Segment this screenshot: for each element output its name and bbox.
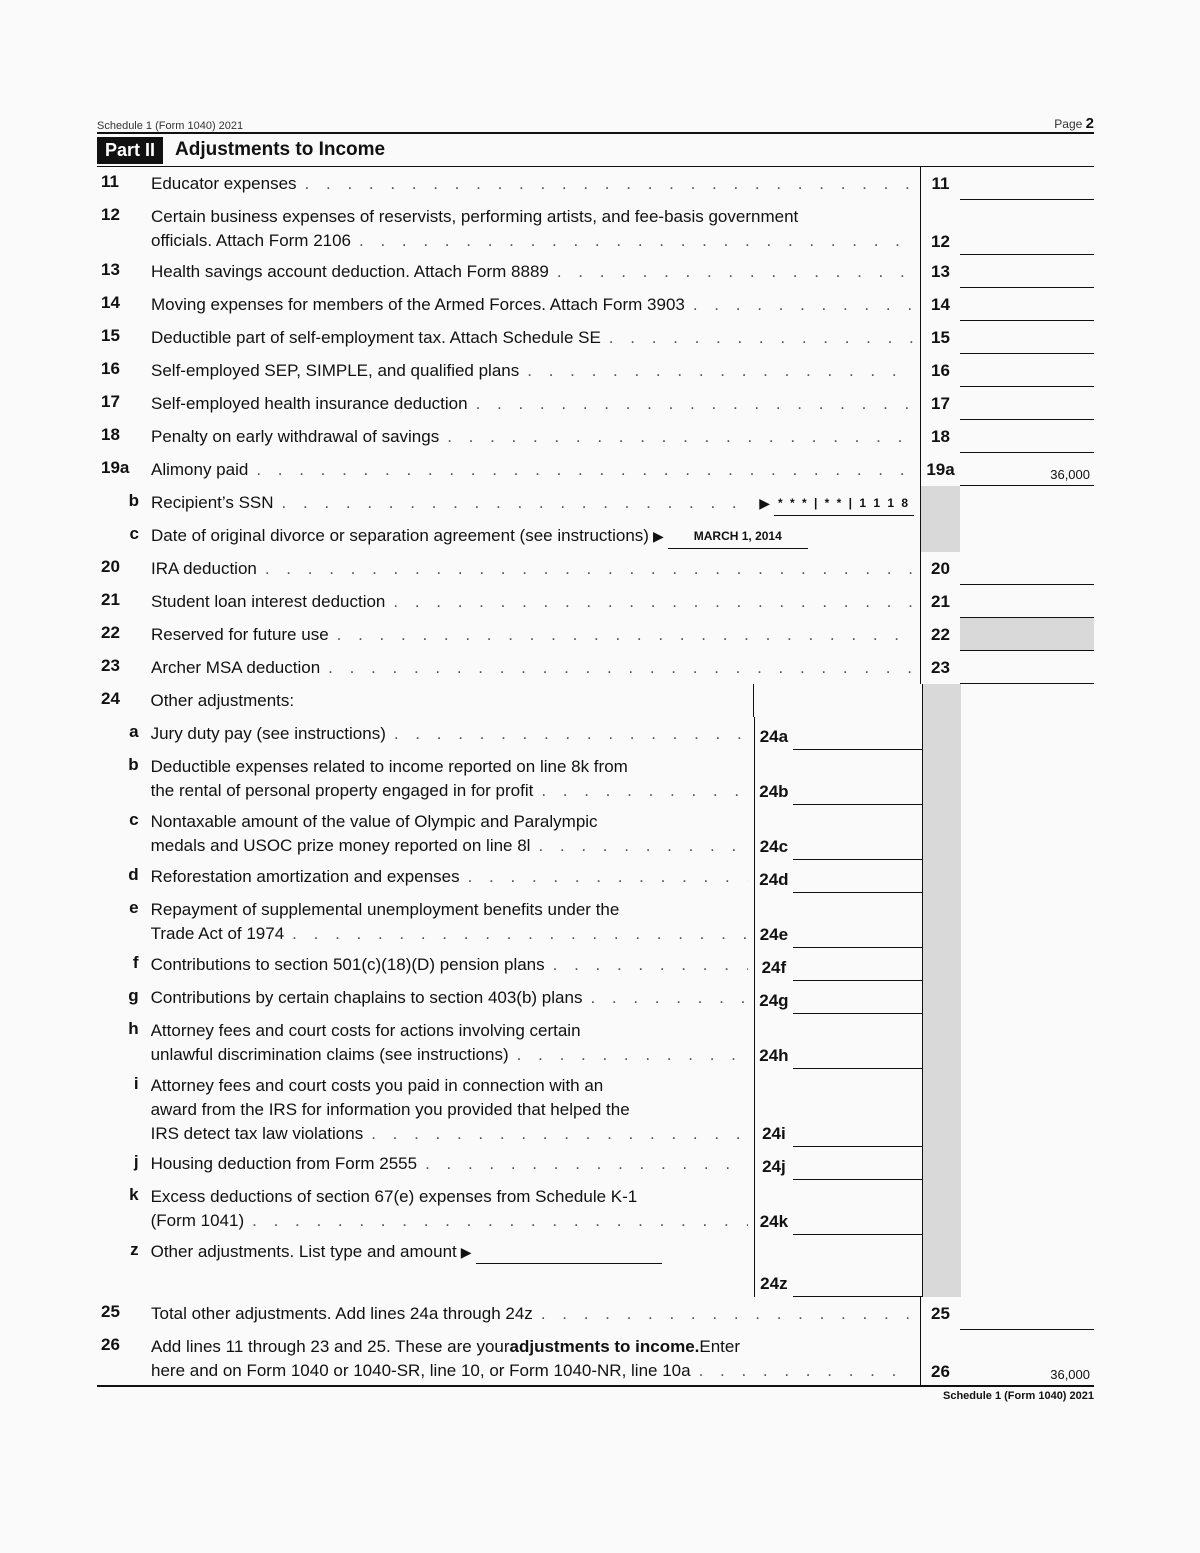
shaded-box	[922, 1235, 962, 1297]
shaded-box	[922, 1069, 962, 1147]
shaded-box	[922, 805, 962, 860]
line-description: Self-employed SEP, SIMPLE, and qualified plans . . .	[151, 354, 920, 387]
shaded-box	[920, 486, 960, 519]
line-24h	[97, 1014, 1094, 1069]
line-23	[97, 651, 1094, 684]
line-description: Archer MSA deduction . . .	[151, 651, 920, 684]
line-24k	[97, 1180, 1094, 1235]
line-description: Reforestation amortization and expenses . . .	[151, 860, 754, 893]
amount-field[interactable]	[960, 255, 1094, 288]
line-number: i	[133, 1074, 139, 1093]
line-number: c	[129, 810, 139, 829]
line-box-label: 24i	[754, 1069, 794, 1147]
amount-field[interactable]	[793, 1147, 922, 1180]
line-24g	[97, 981, 1094, 1014]
line-description: Alimony paid . . .	[151, 453, 920, 486]
line-description: Contributions to section 501(c)(18)(D) pension plans . . .	[151, 948, 754, 981]
line-number: 25	[101, 1302, 120, 1321]
line-description: Attorney fees and court costs for actions involving certain unlawful discrimination claims (see instructions) . . .	[151, 1014, 754, 1069]
line-description: Total other adjustments. Add lines 24a through 24z . . .	[151, 1297, 920, 1330]
dot-leader	[609, 326, 914, 350]
shaded-box	[922, 948, 962, 981]
dot-leader	[553, 953, 748, 977]
line-24d	[97, 860, 1094, 893]
line-16	[97, 354, 1094, 387]
dot-leader	[538, 834, 747, 858]
line-19c	[97, 519, 1094, 552]
line-14	[97, 288, 1094, 321]
line-number: 23	[101, 656, 120, 675]
line-number: c	[129, 524, 139, 543]
line-number: k	[129, 1185, 139, 1204]
line-25	[97, 1297, 1094, 1330]
line-box-label: 25	[920, 1297, 960, 1330]
line-24j	[97, 1147, 1094, 1180]
line-box-label: 21	[920, 585, 960, 618]
amount-field[interactable]	[960, 1297, 1094, 1330]
line-description: Health savings account deduction. Attach Form 8889 . . .	[151, 255, 920, 288]
dot-leader	[541, 1302, 914, 1326]
line-box-label: 24b	[754, 750, 794, 805]
line-24a	[97, 717, 1094, 750]
line-22	[97, 618, 1094, 651]
line-24f	[97, 948, 1094, 981]
amount-field[interactable]	[960, 651, 1094, 684]
line-26	[97, 1330, 1094, 1385]
line-box-label: 15	[920, 321, 960, 354]
amount-field[interactable]	[793, 860, 922, 893]
line-number: 20	[101, 557, 120, 576]
line-number: e	[129, 898, 139, 917]
line-number: f	[132, 953, 139, 972]
line-number: 26	[101, 1335, 120, 1354]
line-17	[97, 387, 1094, 420]
line-box-label: 24z	[754, 1235, 794, 1297]
line-number: h	[128, 1019, 139, 1038]
line-box-label: 23	[920, 651, 960, 684]
form-reference: Schedule 1 (Form 1040) 2021	[97, 120, 244, 132]
line-box-label: 24h	[754, 1014, 794, 1069]
page-header	[97, 108, 1094, 134]
dot-leader	[699, 1359, 914, 1383]
line-box-label: 24e	[754, 893, 794, 948]
line-19a	[97, 453, 1094, 486]
amount-field[interactable]	[793, 717, 922, 750]
line-description: Deductible expenses related to income reported on line 8k from the rental of personal property engaged in for profit . . .	[151, 750, 754, 805]
line-box-label: 22	[920, 618, 960, 651]
line-box-label: 24a	[754, 717, 794, 750]
line-description: Moving expenses for members of the Armed Forces. Attach Form 3903 . . .	[151, 288, 920, 321]
amount-field[interactable]	[960, 354, 1094, 387]
amount-field[interactable]	[793, 1014, 922, 1069]
line-description: Other adjustments. List type and amount ▶	[151, 1235, 754, 1297]
divorce-date-field[interactable]: MARCH 1, 2014	[668, 524, 808, 549]
line-24e	[97, 893, 1094, 948]
amount-field	[960, 618, 1094, 651]
line-description: Jury duty pay (see instructions) . . .	[151, 717, 754, 750]
amount-field[interactable]	[793, 1235, 922, 1297]
amount-field[interactable]	[960, 167, 1094, 200]
shaded-box	[922, 717, 962, 750]
dot-leader	[252, 1209, 747, 1233]
amount-field[interactable]	[960, 321, 1094, 354]
line-description: Reserved for future use . . .	[151, 618, 920, 651]
amount-field[interactable]	[793, 1180, 922, 1235]
line-description: IRA deduction . . .	[151, 552, 920, 585]
line-number: 17	[101, 392, 120, 411]
shaded-box	[922, 860, 962, 893]
shaded-box	[922, 893, 962, 948]
line-description: Educator expenses . . .	[151, 167, 920, 200]
line-description: Housing deduction from Form 2555 . . .	[151, 1147, 754, 1180]
dot-leader	[468, 865, 748, 889]
dot-leader	[425, 1152, 748, 1176]
line-number: d	[128, 865, 139, 884]
dot-leader	[394, 722, 748, 746]
line-24	[97, 684, 1094, 717]
dot-leader	[359, 229, 914, 253]
line-description: Repayment of supplemental unemployment benefits under the Trade Act of 1974 . . .	[151, 893, 754, 948]
dot-leader	[541, 779, 747, 803]
dot-leader	[292, 922, 747, 946]
amount-field[interactable]	[793, 1069, 922, 1147]
line-24z	[97, 1235, 1094, 1297]
line-number: 21	[101, 590, 120, 609]
amount-field[interactable]	[960, 552, 1094, 585]
line-box-label: 24k	[754, 1180, 794, 1235]
dot-leader	[517, 1043, 748, 1067]
line-number: b	[128, 755, 139, 774]
line-number: b	[128, 491, 139, 510]
shaded-box	[922, 981, 962, 1014]
line-number: 15	[101, 326, 120, 345]
dot-leader	[557, 260, 914, 284]
line-11	[97, 167, 1094, 200]
dot-leader	[393, 590, 914, 614]
line-description: Other adjustments:	[150, 691, 295, 710]
dot-leader	[265, 557, 914, 581]
amount-field[interactable]	[793, 805, 922, 860]
shaded-box	[922, 1014, 962, 1069]
part-tag: Part II	[97, 137, 163, 164]
amount-field[interactable]	[793, 893, 922, 948]
dot-leader	[693, 293, 914, 317]
dot-leader	[590, 986, 747, 1010]
dot-leader	[476, 392, 914, 416]
line-15	[97, 321, 1094, 354]
line-description: Penalty on early withdrawal of savings . . .	[151, 420, 920, 453]
line-description: Excess deductions of section 67(e) expenses from Schedule K-1 (Form 1041) . . .	[151, 1180, 754, 1235]
line-21	[97, 585, 1094, 618]
line-box-label: 14	[920, 288, 960, 321]
amount-field[interactable]	[960, 200, 1094, 255]
line-box-label: 12	[920, 200, 960, 255]
line-box-label: 17	[920, 387, 960, 420]
line-box-label: 24d	[754, 860, 794, 893]
line-24i	[97, 1069, 1094, 1147]
line-20	[97, 552, 1094, 585]
amount-field[interactable]	[960, 387, 1094, 420]
line-number: 14	[101, 293, 120, 312]
shaded-box	[922, 1180, 962, 1235]
line-description: Add lines 11 through 23 and 25. These are your adjustments to income. Enter here and on Form 1040 or 1040-SR, line 10, or Form 1040-NR, line 10a . . .	[151, 1330, 920, 1385]
line-number: 12	[101, 205, 120, 224]
line-12	[97, 200, 1094, 255]
line-box-label: 24c	[754, 805, 794, 860]
line-box-label: 18	[920, 420, 960, 453]
line-description: Attorney fees and court costs you paid in connection with an award from the IRS for information you provided that helped the IRS detect tax law violations . . .	[151, 1069, 754, 1147]
line-box-label: 20	[920, 552, 960, 585]
total-adjustments-amount[interactable]: 36,000	[1050, 1367, 1090, 1382]
page-footer: Schedule 1 (Form 1040) 2021	[97, 1385, 1094, 1402]
dot-leader	[371, 1122, 747, 1146]
line-box-label: 24f	[754, 948, 794, 981]
dot-leader	[256, 458, 914, 482]
amount-field[interactable]	[960, 420, 1094, 453]
line-box-label: 16	[920, 354, 960, 387]
line-number: g	[128, 986, 139, 1005]
line-number: 11	[101, 172, 119, 191]
line-description: Self-employed health insurance deduction . . .	[151, 387, 920, 420]
shaded-box	[922, 684, 962, 717]
line-box-label: 13	[920, 255, 960, 288]
alimony-amount[interactable]: 36,000	[960, 453, 1094, 486]
form-page	[97, 108, 1094, 1402]
other-adjustments-input[interactable]	[476, 1240, 662, 1264]
line-24c	[97, 805, 1094, 860]
amount-field[interactable]	[793, 750, 922, 805]
line-13	[97, 255, 1094, 288]
line-number: 18	[101, 425, 120, 444]
part-heading	[97, 134, 1094, 167]
line-box-label: 24g	[754, 981, 794, 1014]
dot-leader	[282, 491, 756, 516]
amount-field[interactable]	[793, 948, 922, 981]
line-19b	[97, 486, 1094, 519]
amount-field[interactable]	[960, 585, 1094, 618]
line-description: Certain business expenses of reservists, performing artists, and fee-basis government officials. Attach Form 2106 . . .	[151, 200, 920, 255]
dot-leader	[305, 172, 914, 196]
line-number: z	[130, 1240, 139, 1259]
line-number: 13	[101, 260, 120, 279]
line-number: 19a	[101, 458, 130, 477]
page-indicator: Page 2	[1054, 115, 1094, 132]
line-number: 16	[101, 359, 120, 378]
shaded-box	[922, 1147, 962, 1180]
line-description: Date of original divorce or separation agreement (see instructions) ▶ MARCH 1, 2014	[151, 519, 920, 552]
line-description: Nontaxable amount of the value of Olympic and Paralympic medals and USOC prize money reported on line 8l . . .	[151, 805, 754, 860]
amount-field[interactable]	[793, 981, 922, 1014]
arrow-icon: ▶	[460, 1244, 472, 1260]
shaded-box	[922, 750, 962, 805]
recipient-ssn-field[interactable]: * * * | * * | 1 1 1 8	[774, 491, 914, 516]
dot-leader	[328, 656, 914, 680]
dot-leader	[527, 359, 914, 383]
arrow-icon: ▶	[652, 528, 664, 544]
line-box-label: 26	[920, 1330, 960, 1385]
line-box-label: 19a	[920, 453, 960, 486]
line-number: 24	[101, 689, 120, 708]
shaded-box	[920, 519, 960, 552]
line-description: Contributions by certain chaplains to section 403(b) plans . . .	[151, 981, 754, 1014]
line-box-label: 24j	[754, 1147, 794, 1180]
line-box-label: 11	[920, 167, 960, 200]
dot-leader	[337, 623, 914, 647]
line-number: j	[133, 1152, 139, 1171]
line-number: 22	[101, 623, 120, 642]
line-description: Recipient’s SSN . . . ▶ * * * | * * | 1 1 1 8	[151, 486, 920, 519]
part-title: Adjustments to Income	[175, 139, 386, 160]
amount-field[interactable]	[960, 288, 1094, 321]
line-24b	[97, 750, 1094, 805]
line-18	[97, 420, 1094, 453]
line-description: Student loan interest deduction . . .	[151, 585, 920, 618]
line-number: a	[129, 722, 139, 741]
arrow-icon: ▶	[759, 495, 770, 511]
dot-leader	[447, 425, 914, 449]
line-description: Deductible part of self-employment tax. Attach Schedule SE . . .	[151, 321, 920, 354]
